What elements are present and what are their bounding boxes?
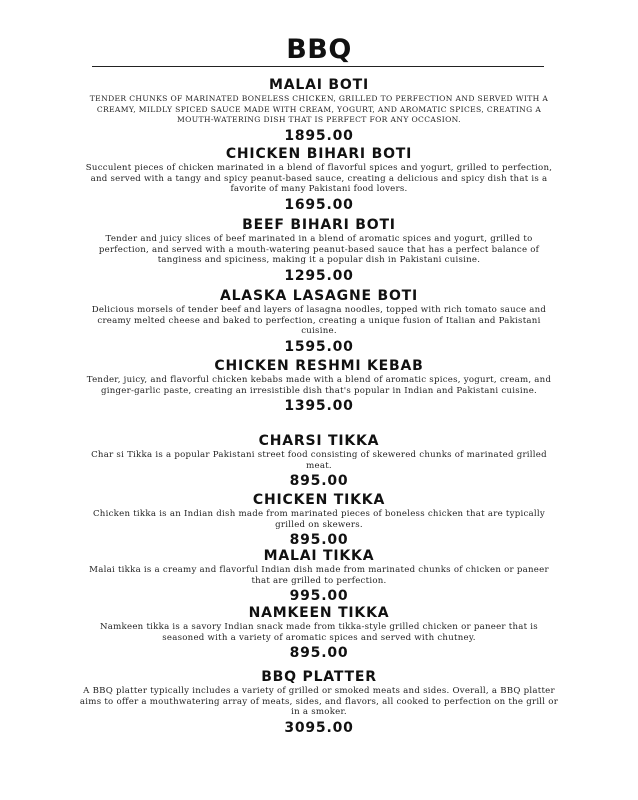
item-price: 3095.00 [284, 719, 354, 736]
item-description: Tender and juicy slices of beef marinated in a blend of aromatic spices and yogurt, grilled to perfection, and served with a mouth-watering peanut-based sauce that has a perfect balance of tanginess and spiciness, making it a popular dish in Pakistani cuisine. [98, 234, 540, 265]
item-name: CHICKEN TIKKA [252, 492, 386, 508]
item-name: CHICKEN RESHMI KEBAB [214, 358, 424, 374]
item-price: 995.00 [289, 588, 349, 604]
item-description: Succulent pieces of chicken marinated in a blend of flavorful spices and yogurt, grilled to perfection, and served with a tangy and spicy peanut-based sauce, creating a delicious and spicy dish that is a favorite of many Pakistani food lovers. [85, 163, 553, 194]
item-price: 895.00 [289, 645, 349, 661]
item-price: 895.00 [289, 473, 349, 489]
item-description: Malai tikka is a creamy and flavorful Indian dish made from marinated chunks of chicken or paneer that are grilled to perfection. [89, 565, 549, 586]
item-description: A BBQ platter typically includes a variety of grilled or smoked meats and sides. Overall, a BBQ platter aims to offer a mouthwatering array of meats, sides, and flavors, all cooked to perfection on the grill or in a smoker. [79, 686, 559, 717]
item-name: BEEF BIHARI BOTI [242, 217, 396, 233]
menu-item-chicken-reshmi-kebab [80, 357, 558, 415]
item-price: 1895.00 [284, 127, 354, 144]
item-description: Chicken tikka is an Indian dish made from marinated pieces of boneless chicken that are typically grilled on skewers. [92, 509, 546, 530]
item-name: ALASKA LASAGNE BOTI [219, 288, 419, 304]
item-name: MALAI TIKKA [263, 548, 375, 564]
item-name: NAMKEEN TIKKA [248, 605, 390, 621]
item-name: BBQ PLATTER [261, 669, 377, 685]
menu-item-chicken-bihari-boti [76, 145, 562, 214]
item-name: MALAI BOTI [269, 77, 369, 93]
page-title: BBQ [286, 34, 352, 65]
menu-item-alaska-lasagne-boti [80, 287, 558, 356]
item-name: CHICKEN BIHARI BOTI [225, 146, 413, 162]
menu-item-malai-boti [80, 76, 558, 145]
item-description: Char si Tikka is a popular Pakistani street food consisting of skewered chunks of marinated grilled meat. [91, 450, 547, 471]
item-price: 1595.00 [284, 338, 354, 355]
item-name: CHARSI TIKKA [258, 433, 380, 449]
title-divider [92, 66, 544, 67]
menu-item-namkeen-tikka [80, 604, 558, 662]
item-price: 1695.00 [284, 196, 354, 213]
menu-item-malai-tikka [80, 547, 558, 605]
item-description: TENDER CHUNKS OF MARINATED BONELESS CHICKEN, GRILLED TO PERFECTION AND SERVED WITH A CREAMY, MILDLY SPICED SAUCE MADE WITH CREAM, YOGURT, AND AROMATIC SPICES, CREATING A MOUTH-WATERING DISH THAT IS PERFECT FOR ANY OCCASION. [89, 94, 549, 124]
menu-item-beef-bihari-boti [80, 216, 558, 285]
item-price: 1395.00 [284, 398, 354, 414]
menu-item-bbq-platter [76, 668, 562, 737]
item-description: Delicious morsels of tender beef and layers of lasagna noodles, topped with rich tomato sauce and creamy melted cheese and baked to perfection, creating a unique fusion of Italian and Pakistani cuisine. [91, 305, 547, 336]
menu-item-chicken-tikka [80, 491, 558, 549]
item-description: Namkeen tikka is a savory Indian snack made from tikka-style grilled chicken or paneer that is seasoned with a variety of aromatic spices and served with chutney. [100, 622, 538, 643]
item-price: 1295.00 [284, 267, 354, 284]
item-price: 895.00 [289, 532, 349, 548]
item-description: Tender, juicy, and flavorful chicken kebabs made with a blend of aromatic spices, yogurt, cream, and ginger-garlic paste, creating an irresistible dish that's popular in Indian and Pakistani cuisine. [86, 375, 552, 396]
menu-item-charsi-tikka [80, 432, 558, 490]
